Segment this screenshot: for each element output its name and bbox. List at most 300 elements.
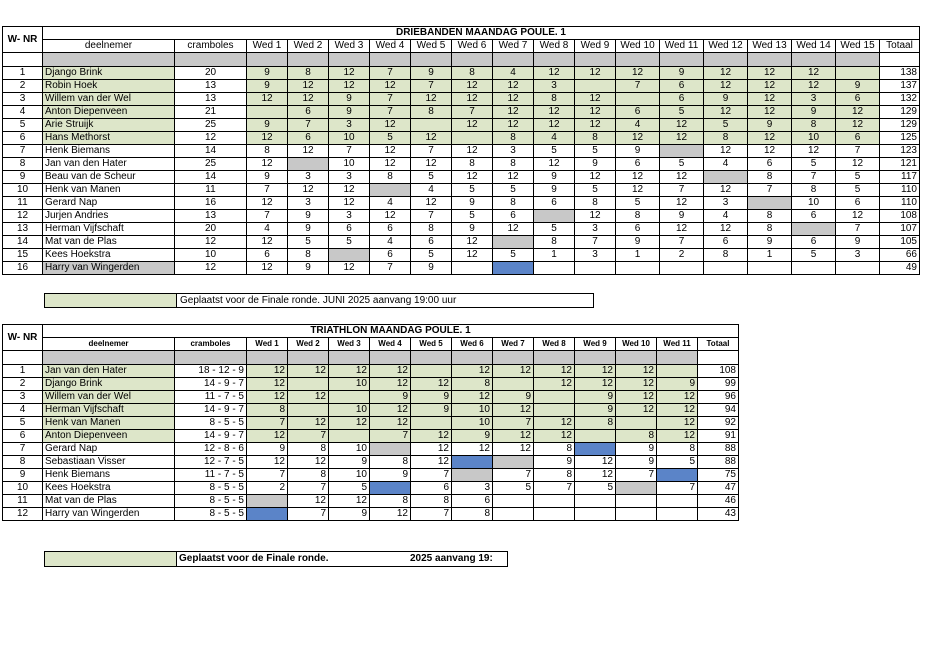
t1-score-cell: 10 xyxy=(329,132,370,145)
t1-score-cell xyxy=(493,262,534,275)
t2-score-cell: 12 xyxy=(247,456,288,469)
t2-score-cell: 7 xyxy=(247,469,288,482)
t2-score-cell: 12 xyxy=(452,391,493,404)
t1-score-cell: 5 xyxy=(660,106,704,119)
t1-score-cell: 5 xyxy=(411,249,452,262)
t2-row xyxy=(3,404,739,417)
t1-score-cell: 12 xyxy=(660,197,704,210)
t2-score-cell: 12 xyxy=(657,404,698,417)
t1-row xyxy=(3,145,920,158)
t1-player-name: Henk van Manen xyxy=(43,184,175,197)
t1-score-cell: 6 xyxy=(748,158,792,171)
t2-score-cell: 5 xyxy=(657,456,698,469)
t2-score-cell: 12 xyxy=(534,417,575,430)
t1-cramboles: 25 xyxy=(175,158,247,171)
t1-score-cell: 10 xyxy=(792,132,836,145)
t2-cramboles: 8 - 5 - 5 xyxy=(175,417,247,430)
t1-score-cell: 5 xyxy=(288,236,329,249)
t2-score-cell: 12 xyxy=(452,365,493,378)
t1-score-cell: 9 xyxy=(247,171,288,184)
t2-col-header: Wed 4 xyxy=(370,338,411,351)
t1-player-name: Harry van Wingerden xyxy=(43,262,175,275)
t1-score-cell: 12 xyxy=(247,236,288,249)
t2-row xyxy=(3,495,739,508)
t2-row xyxy=(3,482,739,495)
t1-score-cell xyxy=(792,262,836,275)
t1-score-cell: 12 xyxy=(616,184,660,197)
t2-player-name: Sebastiaan Visser xyxy=(43,456,175,469)
t1-score-cell: 12 xyxy=(748,93,792,106)
t1-score-cell: 4 xyxy=(370,197,411,210)
t1-score-cell: 6 xyxy=(329,223,370,236)
t2-title-row xyxy=(3,325,739,338)
t1-score-cell: 12 xyxy=(836,158,880,171)
t2-total: 88 xyxy=(698,443,739,456)
t1-score-cell: 12 xyxy=(704,145,748,158)
t1-col-header: cramboles xyxy=(175,40,247,53)
t2-total: 43 xyxy=(698,508,739,521)
t1-col-header: Wed 8 xyxy=(534,40,575,53)
t1-score-cell xyxy=(452,132,493,145)
t1-score-cell: 5 xyxy=(493,184,534,197)
t1-score-cell: 6 xyxy=(836,132,880,145)
t1-score-cell: 12 xyxy=(704,184,748,197)
t1-score-cell xyxy=(493,236,534,249)
t1-col-header: Wed 6 xyxy=(452,40,493,53)
t1-row xyxy=(3,106,920,119)
t2-total: 47 xyxy=(698,482,739,495)
t2-score-cell: 10 xyxy=(329,443,370,456)
t1-score-cell: 5 xyxy=(493,249,534,262)
t1-cramboles: 13 xyxy=(175,80,247,93)
t1-row xyxy=(3,210,920,223)
t1-col-header: Wed 4 xyxy=(370,40,411,53)
t1-score-cell: 12 xyxy=(370,145,411,158)
t2-score-cell xyxy=(534,508,575,521)
t1-cramboles: 14 xyxy=(175,145,247,158)
t1-score-cell xyxy=(704,262,748,275)
t1-score-cell: 6 xyxy=(660,93,704,106)
t2-score-cell: 12 xyxy=(657,417,698,430)
t1-score-cell: 12 xyxy=(288,145,329,158)
t2-score-cell: 12 xyxy=(575,365,616,378)
t1-cramboles: 11 xyxy=(175,184,247,197)
t2-total: 75 xyxy=(698,469,739,482)
t2-score-cell: 9 xyxy=(616,456,657,469)
t1-score-cell: 12 xyxy=(493,119,534,132)
t2-score-cell xyxy=(247,508,288,521)
t1-spacer-cell xyxy=(836,53,880,67)
t1-score-cell xyxy=(748,262,792,275)
t1-total: 123 xyxy=(880,145,920,158)
t1-total: 129 xyxy=(880,119,920,132)
t1-score-cell: 3 xyxy=(329,119,370,132)
t1-score-cell: 6 xyxy=(288,106,329,119)
t1-score-cell: 12 xyxy=(748,80,792,93)
t1-score-cell xyxy=(329,249,370,262)
t2-score-cell: 2 xyxy=(247,482,288,495)
t1-score-cell: 5 xyxy=(836,171,880,184)
t1-score-cell: 12 xyxy=(748,67,792,80)
t2-score-cell xyxy=(534,495,575,508)
t1-spacer-cell xyxy=(288,53,329,67)
t2-score-cell: 7 xyxy=(657,482,698,495)
t2-score-cell: 9 xyxy=(411,404,452,417)
t2-score-cell: 12 xyxy=(411,443,452,456)
t2-score-cell: 12 xyxy=(247,430,288,443)
t2-score-cell: 12 xyxy=(247,391,288,404)
t2-player-name: Herman Vijfschaft xyxy=(43,404,175,417)
t1-total: 129 xyxy=(880,106,920,119)
t2-spacer-row xyxy=(3,351,739,365)
t1-spacer-cell xyxy=(704,53,748,67)
t1-col-header: Wed 1 xyxy=(247,40,288,53)
t2-spacer-cell xyxy=(698,351,739,365)
t1-score-cell: 9 xyxy=(411,67,452,80)
t1-rank: 10 xyxy=(3,184,43,197)
t2-score-cell: 9 xyxy=(657,378,698,391)
t2-rank: 6 xyxy=(3,430,43,443)
t2-rank: 3 xyxy=(3,391,43,404)
t1-row xyxy=(3,223,920,236)
t1-score-cell xyxy=(660,145,704,158)
t1-score-cell: 9 xyxy=(792,106,836,119)
t1-score-cell: 6 xyxy=(836,197,880,210)
t2-score-cell xyxy=(329,430,370,443)
t2-score-cell xyxy=(575,495,616,508)
t1-total: 121 xyxy=(880,158,920,171)
t2-score-cell: 10 xyxy=(452,417,493,430)
t2-score-cell: 12 xyxy=(370,417,411,430)
t1-score-cell: 12 xyxy=(329,80,370,93)
t2-spacer-cell xyxy=(616,351,657,365)
t1-score-cell: 12 xyxy=(370,210,411,223)
t1-score-cell: 9 xyxy=(836,236,880,249)
t2-score-cell: 12 xyxy=(616,365,657,378)
t1-title-row xyxy=(3,27,920,40)
t2-score-cell: 12 xyxy=(288,456,329,469)
t2-score-cell xyxy=(657,469,698,482)
t1-spacer-cell xyxy=(3,53,43,67)
t1-score-cell: 4 xyxy=(247,223,288,236)
t1-score-cell: 12 xyxy=(411,197,452,210)
t1-col-header: Wed 7 xyxy=(493,40,534,53)
t1-spacer-cell xyxy=(329,53,370,67)
t2-rank: 7 xyxy=(3,443,43,456)
t1-cramboles: 20 xyxy=(175,223,247,236)
t1-col-header: Wed 15 xyxy=(836,40,880,53)
t2-score-cell: 9 xyxy=(411,391,452,404)
t1-score-cell: 8 xyxy=(370,171,411,184)
t1-score-cell xyxy=(575,262,616,275)
t1-score-cell: 12 xyxy=(534,67,575,80)
t1-score-cell: 12 xyxy=(247,197,288,210)
t1-cramboles: 12 xyxy=(175,132,247,145)
t1-score-cell: 12 xyxy=(836,119,880,132)
t1-score-cell: 7 xyxy=(792,171,836,184)
t1-spacer-cell xyxy=(370,53,411,67)
t1-score-cell: 1 xyxy=(748,249,792,262)
t1-score-cell: 6 xyxy=(534,197,575,210)
t1-score-cell: 8 xyxy=(575,197,616,210)
t2-score-cell xyxy=(657,508,698,521)
t1-score-cell: 12 xyxy=(534,106,575,119)
t2-score-cell: 12 xyxy=(329,417,370,430)
t1-score-cell: 8 xyxy=(792,184,836,197)
t1-spacer-cell xyxy=(43,53,175,67)
t1-spacer-cell xyxy=(493,53,534,67)
t1-score-cell: 9 xyxy=(660,210,704,223)
t1-row xyxy=(3,197,920,210)
t1-score-cell: 5 xyxy=(704,119,748,132)
t1-score-cell: 4 xyxy=(704,158,748,171)
t1-col-header: Wed 11 xyxy=(660,40,704,53)
t1-score-cell: 5 xyxy=(534,223,575,236)
t1-score-cell: 12 xyxy=(452,119,493,132)
t1-score-cell: 9 xyxy=(836,80,880,93)
t2-col-header: Totaal xyxy=(698,338,739,351)
t1-score-cell: 8 xyxy=(247,145,288,158)
t2-score-cell: 3 xyxy=(452,482,493,495)
t1-score-cell: 12 xyxy=(411,132,452,145)
t1-total: 137 xyxy=(880,80,920,93)
t2-spacer-cell xyxy=(452,351,493,365)
t2-score-cell: 8 xyxy=(657,443,698,456)
t2-score-cell: 6 xyxy=(452,495,493,508)
t1-row xyxy=(3,93,920,106)
t1-player-name: Jan van den Hater xyxy=(43,158,175,171)
t2-footer-swatch xyxy=(44,551,177,567)
t2-spacer-cell xyxy=(370,351,411,365)
t2-score-cell: 9 xyxy=(370,469,411,482)
t2-score-cell: 12 xyxy=(370,404,411,417)
t1-score-cell: 5 xyxy=(452,184,493,197)
t1-score-cell: 12 xyxy=(660,119,704,132)
t1-rank: 1 xyxy=(3,67,43,80)
t2-rank: 10 xyxy=(3,482,43,495)
t2-score-cell: 8 xyxy=(370,456,411,469)
t1-spacer-cell xyxy=(452,53,493,67)
t2-total: 46 xyxy=(698,495,739,508)
t2-score-cell xyxy=(452,469,493,482)
t1-score-cell xyxy=(748,197,792,210)
t2-score-cell xyxy=(534,404,575,417)
t1-score-cell: 8 xyxy=(411,106,452,119)
t1-score-cell: 12 xyxy=(748,145,792,158)
t1-score-cell: 3 xyxy=(792,93,836,106)
t1-player-name: Herman Vijfschaft xyxy=(43,223,175,236)
t1-spacer-cell xyxy=(792,53,836,67)
t1-score-cell: 8 xyxy=(704,132,748,145)
t1-score-cell: 12 xyxy=(792,67,836,80)
t2-score-cell xyxy=(370,443,411,456)
t1-score-cell: 1 xyxy=(534,249,575,262)
t2-cramboles: 12 - 7 - 5 xyxy=(175,456,247,469)
t2-player-name: Jan van den Hater xyxy=(43,365,175,378)
t1-score-cell: 12 xyxy=(329,67,370,80)
t2-score-cell xyxy=(493,456,534,469)
t1-score-cell: 5 xyxy=(534,145,575,158)
t1-score-cell: 5 xyxy=(411,171,452,184)
t1-cramboles: 12 xyxy=(175,262,247,275)
t1-score-cell: 4 xyxy=(534,132,575,145)
t1-score-cell: 12 xyxy=(836,210,880,223)
t2-score-cell: 8 xyxy=(534,443,575,456)
t1-cramboles: 16 xyxy=(175,197,247,210)
t1-footer-note: Geplaatst voor de Finale ronde. JUNI 2025 aanvang 19:00 uur xyxy=(176,293,594,308)
t1-score-cell: 9 xyxy=(616,145,660,158)
t1-score-cell: 3 xyxy=(575,223,616,236)
t1-rank: 5 xyxy=(3,119,43,132)
t1-score-cell: 12 xyxy=(616,171,660,184)
t2-player-name: Mat van de Plas xyxy=(43,495,175,508)
t1-score-cell: 4 xyxy=(411,184,452,197)
t2-score-cell: 6 xyxy=(411,482,452,495)
t1-score-cell: 6 xyxy=(616,106,660,119)
t1-rank: 4 xyxy=(3,106,43,119)
t1-score-cell: 9 xyxy=(748,119,792,132)
t1-score-cell: 4 xyxy=(616,119,660,132)
t2-score-cell: 12 xyxy=(616,404,657,417)
t1-score-cell: 5 xyxy=(836,184,880,197)
t2-score-cell: 8 xyxy=(452,508,493,521)
t1-total: 107 xyxy=(880,223,920,236)
t1-player-name: Hans Methorst xyxy=(43,132,175,145)
t1-player-name: Anton Diepenveen xyxy=(43,106,175,119)
t2-spacer-cell xyxy=(175,351,247,365)
t2-score-cell xyxy=(657,495,698,508)
t1-score-cell: 12 xyxy=(493,93,534,106)
t1-player-name: Beau van de Scheur xyxy=(43,171,175,184)
t1-score-cell: 9 xyxy=(411,262,452,275)
t1-spacer-cell xyxy=(660,53,704,67)
t1-wnr-header: W- NR xyxy=(3,27,43,53)
t1-col-header: deelnemer xyxy=(43,40,175,53)
t2-score-cell xyxy=(493,495,534,508)
t2-cramboles: 14 - 9 - 7 xyxy=(175,378,247,391)
t2-score-cell: 12 xyxy=(329,365,370,378)
t1-row xyxy=(3,236,920,249)
t2-player-name: Harry van Wingerden xyxy=(43,508,175,521)
t1-total: 108 xyxy=(880,210,920,223)
t1-row xyxy=(3,262,920,275)
t2-score-cell: 12 xyxy=(411,456,452,469)
t1-col-header: Wed 13 xyxy=(748,40,792,53)
t2-score-cell: 7 xyxy=(493,469,534,482)
t1-score-cell: 2 xyxy=(660,249,704,262)
t2-score-cell xyxy=(575,508,616,521)
t2-rank: 11 xyxy=(3,495,43,508)
t2-score-cell xyxy=(493,378,534,391)
t2-spacer-cell xyxy=(329,351,370,365)
t1-score-cell: 7 xyxy=(748,184,792,197)
t1-score-cell: 6 xyxy=(411,236,452,249)
t2-score-cell: 8 xyxy=(534,469,575,482)
t1-score-cell: 6 xyxy=(792,236,836,249)
t2-col-header: Wed 6 xyxy=(452,338,493,351)
t1-cramboles: 14 xyxy=(175,171,247,184)
t1-row xyxy=(3,171,920,184)
t2-score-cell: 8 xyxy=(370,495,411,508)
t1-score-cell: 8 xyxy=(288,249,329,262)
t1-score-cell: 12 xyxy=(452,145,493,158)
t1-player-name: Henk Biemans xyxy=(43,145,175,158)
t1-cramboles: 12 xyxy=(175,236,247,249)
t1-score-cell: 9 xyxy=(534,184,575,197)
t1-footer-swatch xyxy=(44,293,177,308)
t2-score-cell: 5 xyxy=(575,482,616,495)
t1-score-cell xyxy=(792,223,836,236)
t1-score-cell: 8 xyxy=(616,210,660,223)
t1-score-cell: 5 xyxy=(660,158,704,171)
t2-score-cell: 12 xyxy=(575,456,616,469)
t1-score-cell: 3 xyxy=(836,249,880,262)
t1-score-cell: 8 xyxy=(534,236,575,249)
t2-score-cell: 7 xyxy=(247,417,288,430)
t2-col-header: Wed 10 xyxy=(616,338,657,351)
t2-row xyxy=(3,456,739,469)
t1-player-name: Django Brink xyxy=(43,67,175,80)
t2-score-cell xyxy=(575,443,616,456)
t2-score-cell: 12 xyxy=(288,365,329,378)
t1-score-cell: 12 xyxy=(575,119,616,132)
t1-header-row xyxy=(3,40,920,53)
t2-col-header: cramboles xyxy=(175,338,247,351)
t1-score-cell: 7 xyxy=(288,119,329,132)
t2-score-cell xyxy=(616,495,657,508)
t1-score-cell: 7 xyxy=(660,184,704,197)
t2-spacer-cell xyxy=(575,351,616,365)
t1-rank: 8 xyxy=(3,158,43,171)
t1-score-cell: 6 xyxy=(493,210,534,223)
t2-score-cell: 12 xyxy=(657,391,698,404)
t2-cramboles: 8 - 5 - 5 xyxy=(175,508,247,521)
t2-cramboles: 14 - 9 - 7 xyxy=(175,430,247,443)
triathlon-table xyxy=(2,324,739,521)
t2-row xyxy=(3,391,739,404)
t1-score-cell xyxy=(836,262,880,275)
t2-score-cell: 12 xyxy=(329,495,370,508)
t1-score-cell: 7 xyxy=(411,210,452,223)
t1-score-cell: 10 xyxy=(792,197,836,210)
t1-score-cell xyxy=(534,262,575,275)
t1-rank: 3 xyxy=(3,93,43,106)
t1-score-cell: 6 xyxy=(704,236,748,249)
t2-spacer-cell xyxy=(657,351,698,365)
t2-score-cell xyxy=(575,430,616,443)
t2-col-header: Wed 9 xyxy=(575,338,616,351)
t1-score-cell: 7 xyxy=(411,145,452,158)
t1-score-cell: 8 xyxy=(534,93,575,106)
t1-score-cell xyxy=(452,262,493,275)
t1-score-cell: 6 xyxy=(792,210,836,223)
t1-score-cell: 7 xyxy=(370,262,411,275)
t2-total: 92 xyxy=(698,417,739,430)
t1-cramboles: 13 xyxy=(175,210,247,223)
t2-score-cell: 8 xyxy=(411,495,452,508)
t1-score-cell xyxy=(616,93,660,106)
t1-score-cell: 6 xyxy=(616,223,660,236)
t2-spacer-cell xyxy=(43,351,175,365)
t2-row xyxy=(3,469,739,482)
t1-score-cell: 12 xyxy=(452,236,493,249)
t1-score-cell: 12 xyxy=(329,184,370,197)
t1-score-cell: 12 xyxy=(493,80,534,93)
t2-footer-time: 2025 aanvang 19: xyxy=(410,553,493,564)
t2-score-cell: 12 xyxy=(493,365,534,378)
t2-rank: 12 xyxy=(3,508,43,521)
t2-score-cell: 12 xyxy=(534,365,575,378)
